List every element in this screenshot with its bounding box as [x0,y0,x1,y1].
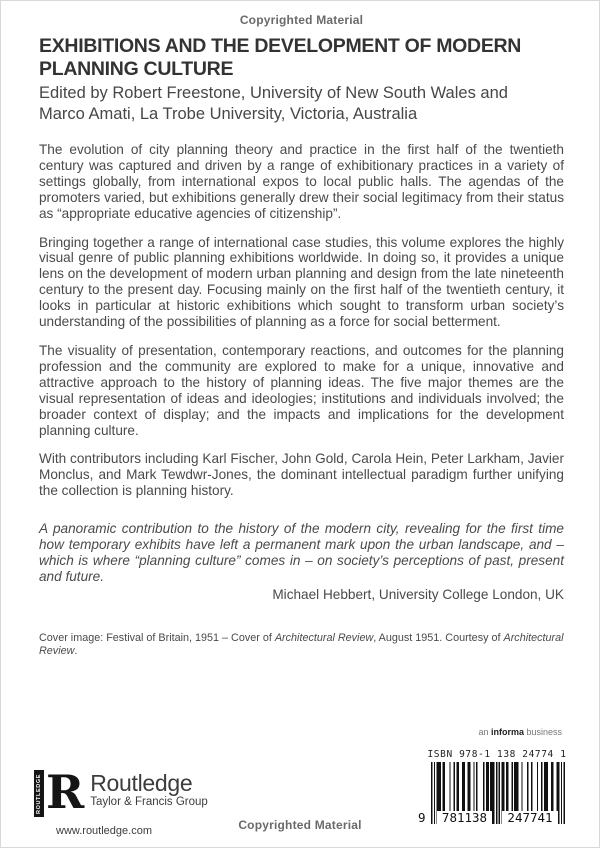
publisher-names [90,770,208,809]
isbn-label: ISBN 978-1 138 24774 1 [427,749,567,760]
publisher-website: www.routledge.com [56,825,152,837]
blurb-paragraph-2: Bringing together a range of international case studies, this volume explores the highly visual genre of public planning exhibitions worldwide. In doing so, it provides a unique lens on the development of modern urban planning and design from the late nineteenth century to the present day. Focusing mainly on the first half of the twentieth century, it looks in particular at historic exhibitions which sought to transform urban society’s understanding of the possibilities of planning as a force for social betterment. [39,234,564,330]
routledge-logo [34,765,208,819]
copyright-notice-bottom: Copyrighted Material [238,818,362,832]
cover-image-credit [39,632,564,658]
publisher-name: Routledge [90,770,193,796]
ean-first-digit: 9 [418,810,426,825]
blurb-paragraph-1: The evolution of city planning theory and practice in the first half of the twentieth century was captured and driven by a range of exhibitionary practices in a variety of settings globally, from international expos to local public halls. The agendas of the promoters varied, but exhibitions generally drew their social legitimacy from their status as “appropriate educative agencies of citizenship”. [39,142,564,221]
informa-suffix: business [523,727,562,737]
ean-group-2: 247741 [502,811,558,824]
review-attribution: Michael Hebbert, University College London, UK [272,587,564,603]
blurb-paragraph-4: With contributors including Karl Fischer, John Gold, Carola Hein, Peter Larkham, Javier Monclus, and Mark Tewdwr-Jones, the dominant intellectual paradigm further unifying the collection is planning history. [39,451,564,499]
informa-brand: informa [490,727,524,737]
credit-journal-title: Architectural Review [274,632,374,645]
book-title: EXHIBITIONS AND THE DEVELOPMENT OF MODERN PLANNING CULTURE [39,35,522,80]
credit-text: Cover image: Festival of Britain, 1951 – Cover of [39,632,275,645]
credit-text: , August 1951. Courtesy of [373,632,504,645]
blurb-paragraph-3: The visuality of presentation, contemporary reactions, and outcomes for the planning profession and the community are explored to make for a unique, innovative and attractive approach to the history of planning ideas. The five major themes are the visual representation of ideas and ideologies; institutions and individuals involved; the broader context of display; and the impacts and implications for the development planning culture. [39,342,564,438]
ean-group-1: 781138 [437,811,492,824]
routledge-r-mark: R [46,765,85,819]
isbn-barcode-block [418,749,572,825]
routledge-logo-strip [34,770,44,817]
cover-content [1,1,599,658]
ean-barcode [418,762,565,825]
routledge-vertical-text: ROUTLEDGE [36,773,42,814]
credit-text: . [74,645,78,658]
editors-line: Edited by Robert Freestone, University of New South Wales and Marco Amati, La Trobe University, Victoria, Australia [39,84,508,123]
review-quote: A panoramic contribution to the history of the modern city, revealing for the first time how temporary exhibits have left a permanent mark upon the urban landscape, and – which is where “planning culture” comes in – on society’s perceptions of past, present and future. [39,521,564,585]
informa-prefix: an [478,727,491,737]
credit-journal-title: Architectural Review [39,632,564,658]
informa-business-line [478,727,562,737]
copyright-notice-top: Copyrighted Material [239,13,364,27]
publisher-group: Taylor & Francis Group [90,796,208,808]
